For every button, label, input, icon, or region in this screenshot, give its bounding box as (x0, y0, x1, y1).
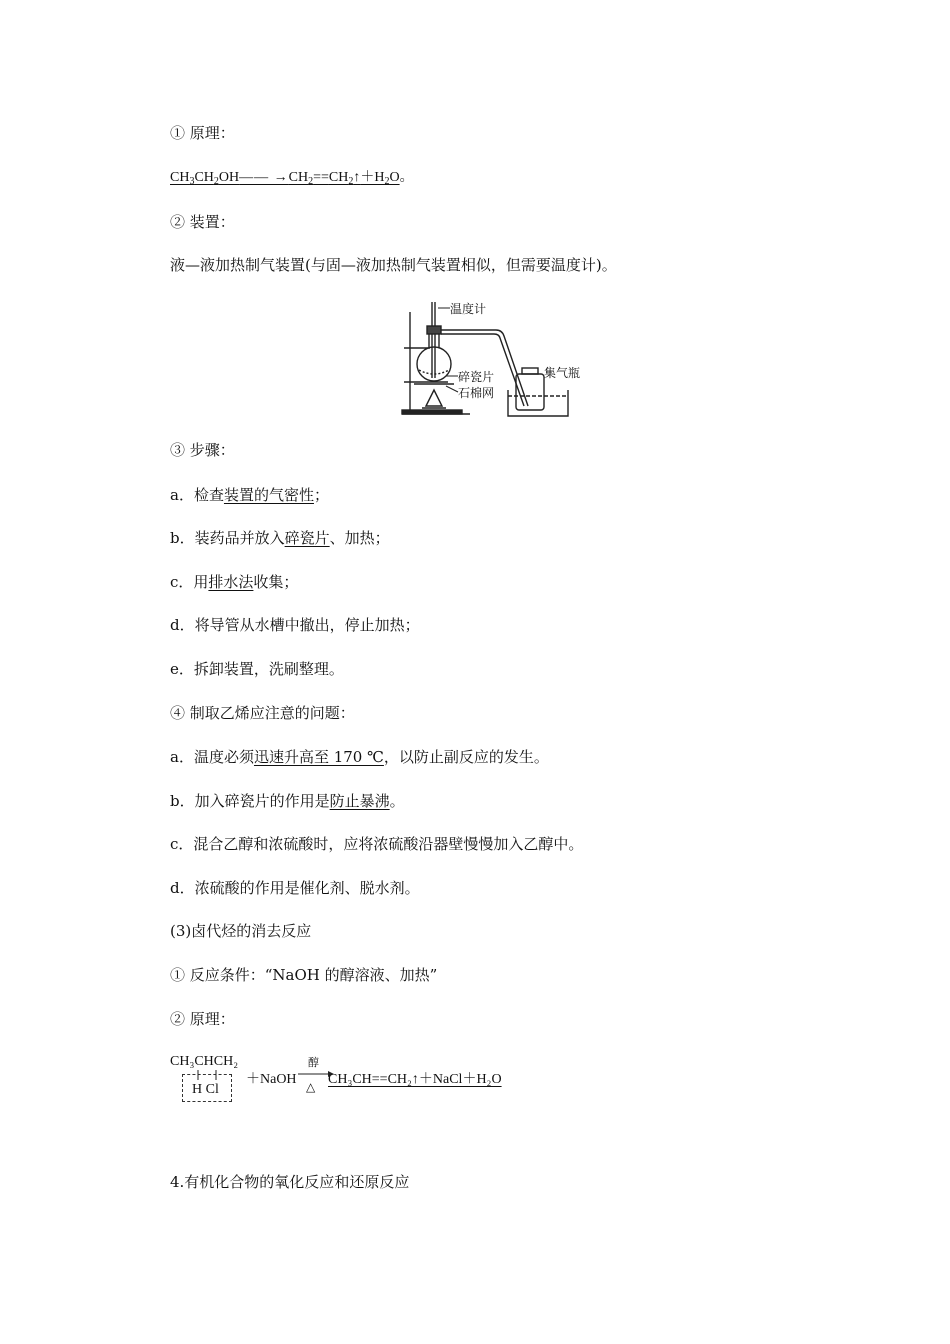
step-b: b．装药品并放入碎瓷片、加热； (170, 529, 390, 547)
reactant-bottom: H Cl (192, 1082, 219, 1097)
note-a: a．温度必须迅速升高至 170 ℃，以防止副反应的发生。 (170, 748, 549, 766)
step-a: a．检查装置的气密性； (170, 486, 329, 504)
reactant-top: CH₃CHCH₂ (170, 1054, 239, 1069)
note-c: c．混合乙醇和浓硫酸时，应将浓硫酸沿器壁慢慢加入乙醇中。 (170, 835, 584, 853)
asbestos-net-label: 石棉网 (458, 386, 495, 400)
above-arrow-label: 醇 (308, 1057, 319, 1069)
notes-heading: ④ 制取乙烯应注意的问题： (170, 704, 355, 722)
section-3-title: (3)卤代烃的消去反应 (170, 922, 312, 940)
thermometer-label: 温度计 (450, 302, 487, 316)
principle-heading: ① 原理： (170, 124, 235, 142)
below-arrow-label: △ (306, 1080, 316, 1094)
ethylene-apparatus-figure (400, 298, 600, 422)
reagent-naoh: ＋NaOH (246, 1072, 297, 1087)
step-c: c．用排水法收集； (170, 573, 299, 591)
ethanol-dehydration-formula: $CH_3CH_2OH——$ $\to CH_2==CH_2↑+H_2O$。 (170, 170, 414, 187)
steps-heading: ③ 步骤： (170, 441, 235, 459)
step-d: d．将导管从水槽中撤出，停止加热； (170, 616, 420, 634)
apparatus-drawing (400, 298, 600, 422)
broken-porcelain-label: 碎瓷片 (458, 370, 495, 384)
gas-bottle-label: 集气瓶 (544, 366, 581, 380)
principle-2-heading: ② 原理： (170, 1010, 235, 1028)
halide-elimination-formula (170, 1054, 530, 1104)
note-d: d．浓硫酸的作用是催化剂、脱水剂。 (170, 879, 420, 897)
note-b: b．加入碎瓷片的作用是防止暴沸。 (170, 792, 405, 810)
reaction-condition: ① 反应条件：“NaOH 的醇溶液、加热” (170, 966, 438, 984)
apparatus-text: 液—液加热制气装置(与固—液加热制气装置相似，但需要温度计)。 (170, 256, 617, 274)
section-4-title: 4.有机化合物的氧化反应和还原反应 (170, 1173, 410, 1191)
apparatus-heading: ② 装置： (170, 213, 235, 231)
product-side: CH₃CH==CH₂↑＋NaCl＋H₂O (328, 1072, 502, 1087)
step-e: e．拆卸装置，洗刷整理。 (170, 660, 344, 678)
